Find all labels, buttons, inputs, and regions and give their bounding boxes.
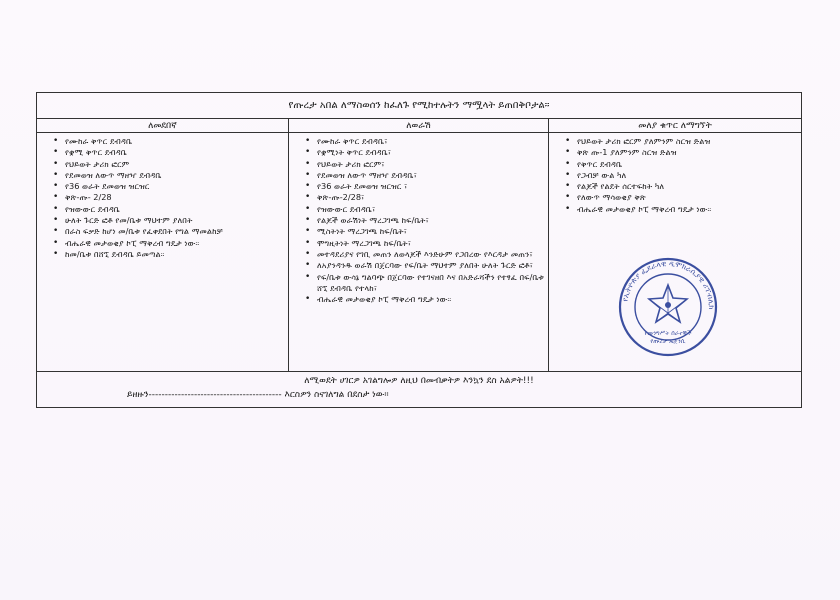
column-header: መለያ ቁጥር ለማግኘት [549, 119, 801, 133]
list-item: • ሁለት ጉርድ ፎቶ የመ/ቤቱ ማህተም ያለበት [43, 215, 284, 226]
list-item: • የሙከራ ቅጥር ደብዳቤ [43, 136, 284, 147]
list-item: • መተዳደሪያና የገቢ መጠን ለወላጆች እንድሁም የጋበረው የእርዳታ መጠን፣ [295, 249, 544, 260]
list-item: • የ36 ወራት ደመወዝ ዝርዝር [43, 181, 284, 192]
service-line: ይዘዙን----------------------------------------- እርስዎን ስናገለግል በደስታ ነው። [127, 390, 389, 400]
column-header: ለወራሽ [289, 119, 548, 133]
list-item: • ሚስትነት ማረጋገጫ ከፍ/ቤት፣ [295, 226, 544, 237]
list-item: • ለአያንዳንዱ ወራሽ በጀርባው የፍ/ቤት ማህተም ያለበት ሁለት ጉርድ ፎቶ፣ [295, 260, 544, 271]
table-title: የጡረታ አበል ለማስወሰን ከፈለጉ የሚከተሉትን ማሟላት ይጠበቅቦታል። [37, 93, 801, 119]
list-item: • የዝውውር ደብዳቤ፣ [295, 204, 544, 215]
list-item: • ብሔራዊ መታወቂያ ኮፒ ማቅረብ ግዴታ ነው። [43, 238, 284, 249]
list-item: • በራስ ፍቃድ ከሆነ መ/ቤቱ የፈቀደበት የግል ማመልከቻ [43, 226, 284, 237]
column-header: ለመደበኛ [37, 119, 288, 133]
seal-ring-text: የኢትዮጵያ ፌደራላዊ ዲሞክራሲያዊ ሪፐብሊክ [620, 258, 717, 310]
requirements-table [36, 92, 802, 408]
list-item: • የህይወት ታሪክ ፎርም ያለምንም ስርዝ ድልዝ [555, 136, 797, 147]
seal-inner-text: የመንግሥት ሰራተኞች [644, 330, 692, 337]
list-item: • ብሔራዊ መታወቂያ ኮፒ ማቅረብ ግዴታ ነው። [555, 204, 797, 215]
list-item: • የልጆች የልደት ሰርተፍከት ካለ [555, 181, 797, 192]
list-item: • የለውጥ ማሳወቂያ ቅጽ [555, 192, 797, 203]
list-item: • የ36 ወራት ደመወዝ ዝርዝር ፣ [295, 181, 544, 192]
column-regular [37, 119, 289, 371]
list-item: • ሞግዚትነት ማረጋገጫ ከፍ/ቤት፣ [295, 238, 544, 249]
list-item: • ብሔራዊ መታወቂያ ኮፒ ማቅረብ ግዴታ ነው። [295, 294, 544, 305]
list-item: • የህይወት ታሪክ ፎርም፣ [295, 159, 544, 170]
list-item: • የጋብቻ ውል ካለ [555, 170, 797, 181]
star-emblem-icon [649, 285, 687, 322]
list-item: • የሙከራ ቅጥር ደብዳቤ፣ [295, 136, 544, 147]
list-item: • የዝውውር ደብዳቤ [43, 204, 284, 215]
list-item: • የህይወት ታሪክ ፎርም [43, 159, 284, 170]
column-list [289, 133, 548, 305]
list-item: • የደመወዝ ለውጥ ማዘዣ ደብዳቤ፣ [295, 170, 544, 181]
congratulations-line: ለሚወደት ሀገርዎ አገልግሎዎ ለዚህ በመብቃትዎ እንኳን ደስ አልዎት!!! [304, 376, 534, 386]
column-list [549, 133, 801, 215]
list-item: • የፍ/ቤቱ ውሳኔ ግልባጭ በጀርባው የተገናዘበ እና በአድራሻችን የተፃፈ በፍ/ቤቱ ሸኚ ደብዳቤ የተላከ፣ [295, 272, 544, 295]
column-heir [289, 119, 549, 371]
list-item: • ቅጽ-ጡ-2/28፣ [295, 192, 544, 203]
seal-bottom-text: የጡረታ ኤጀንሲ [650, 338, 686, 345]
list-item: • የደመወዝ ለውጥ ማዘዣ ደብዳቤ [43, 170, 284, 181]
list-item: • የልጆች ወራሽነት ማረጋገጫ ከፍ/ቤት፣ [295, 215, 544, 226]
table-footer [37, 371, 801, 407]
list-item: • የቋሚነት ቅጥር ደብዳቤ፣ [295, 147, 544, 158]
list-item: • ቅጽ-ጡ- 2/28 [43, 192, 284, 203]
list-item: • ቅጽ ጡ-1 ያለምንም ስርዝ ድልዝ [555, 147, 797, 158]
list-item: • የቋሚ ቅጥር ደብዳቤ [43, 147, 284, 158]
list-item: • ከመ/ቤቱ በሸኚ ደብዳቤ ይመጣል። [43, 249, 284, 260]
column-list [37, 133, 288, 260]
list-item: • የቅጥር ደብዳቤ [555, 159, 797, 170]
official-seal [616, 255, 720, 359]
